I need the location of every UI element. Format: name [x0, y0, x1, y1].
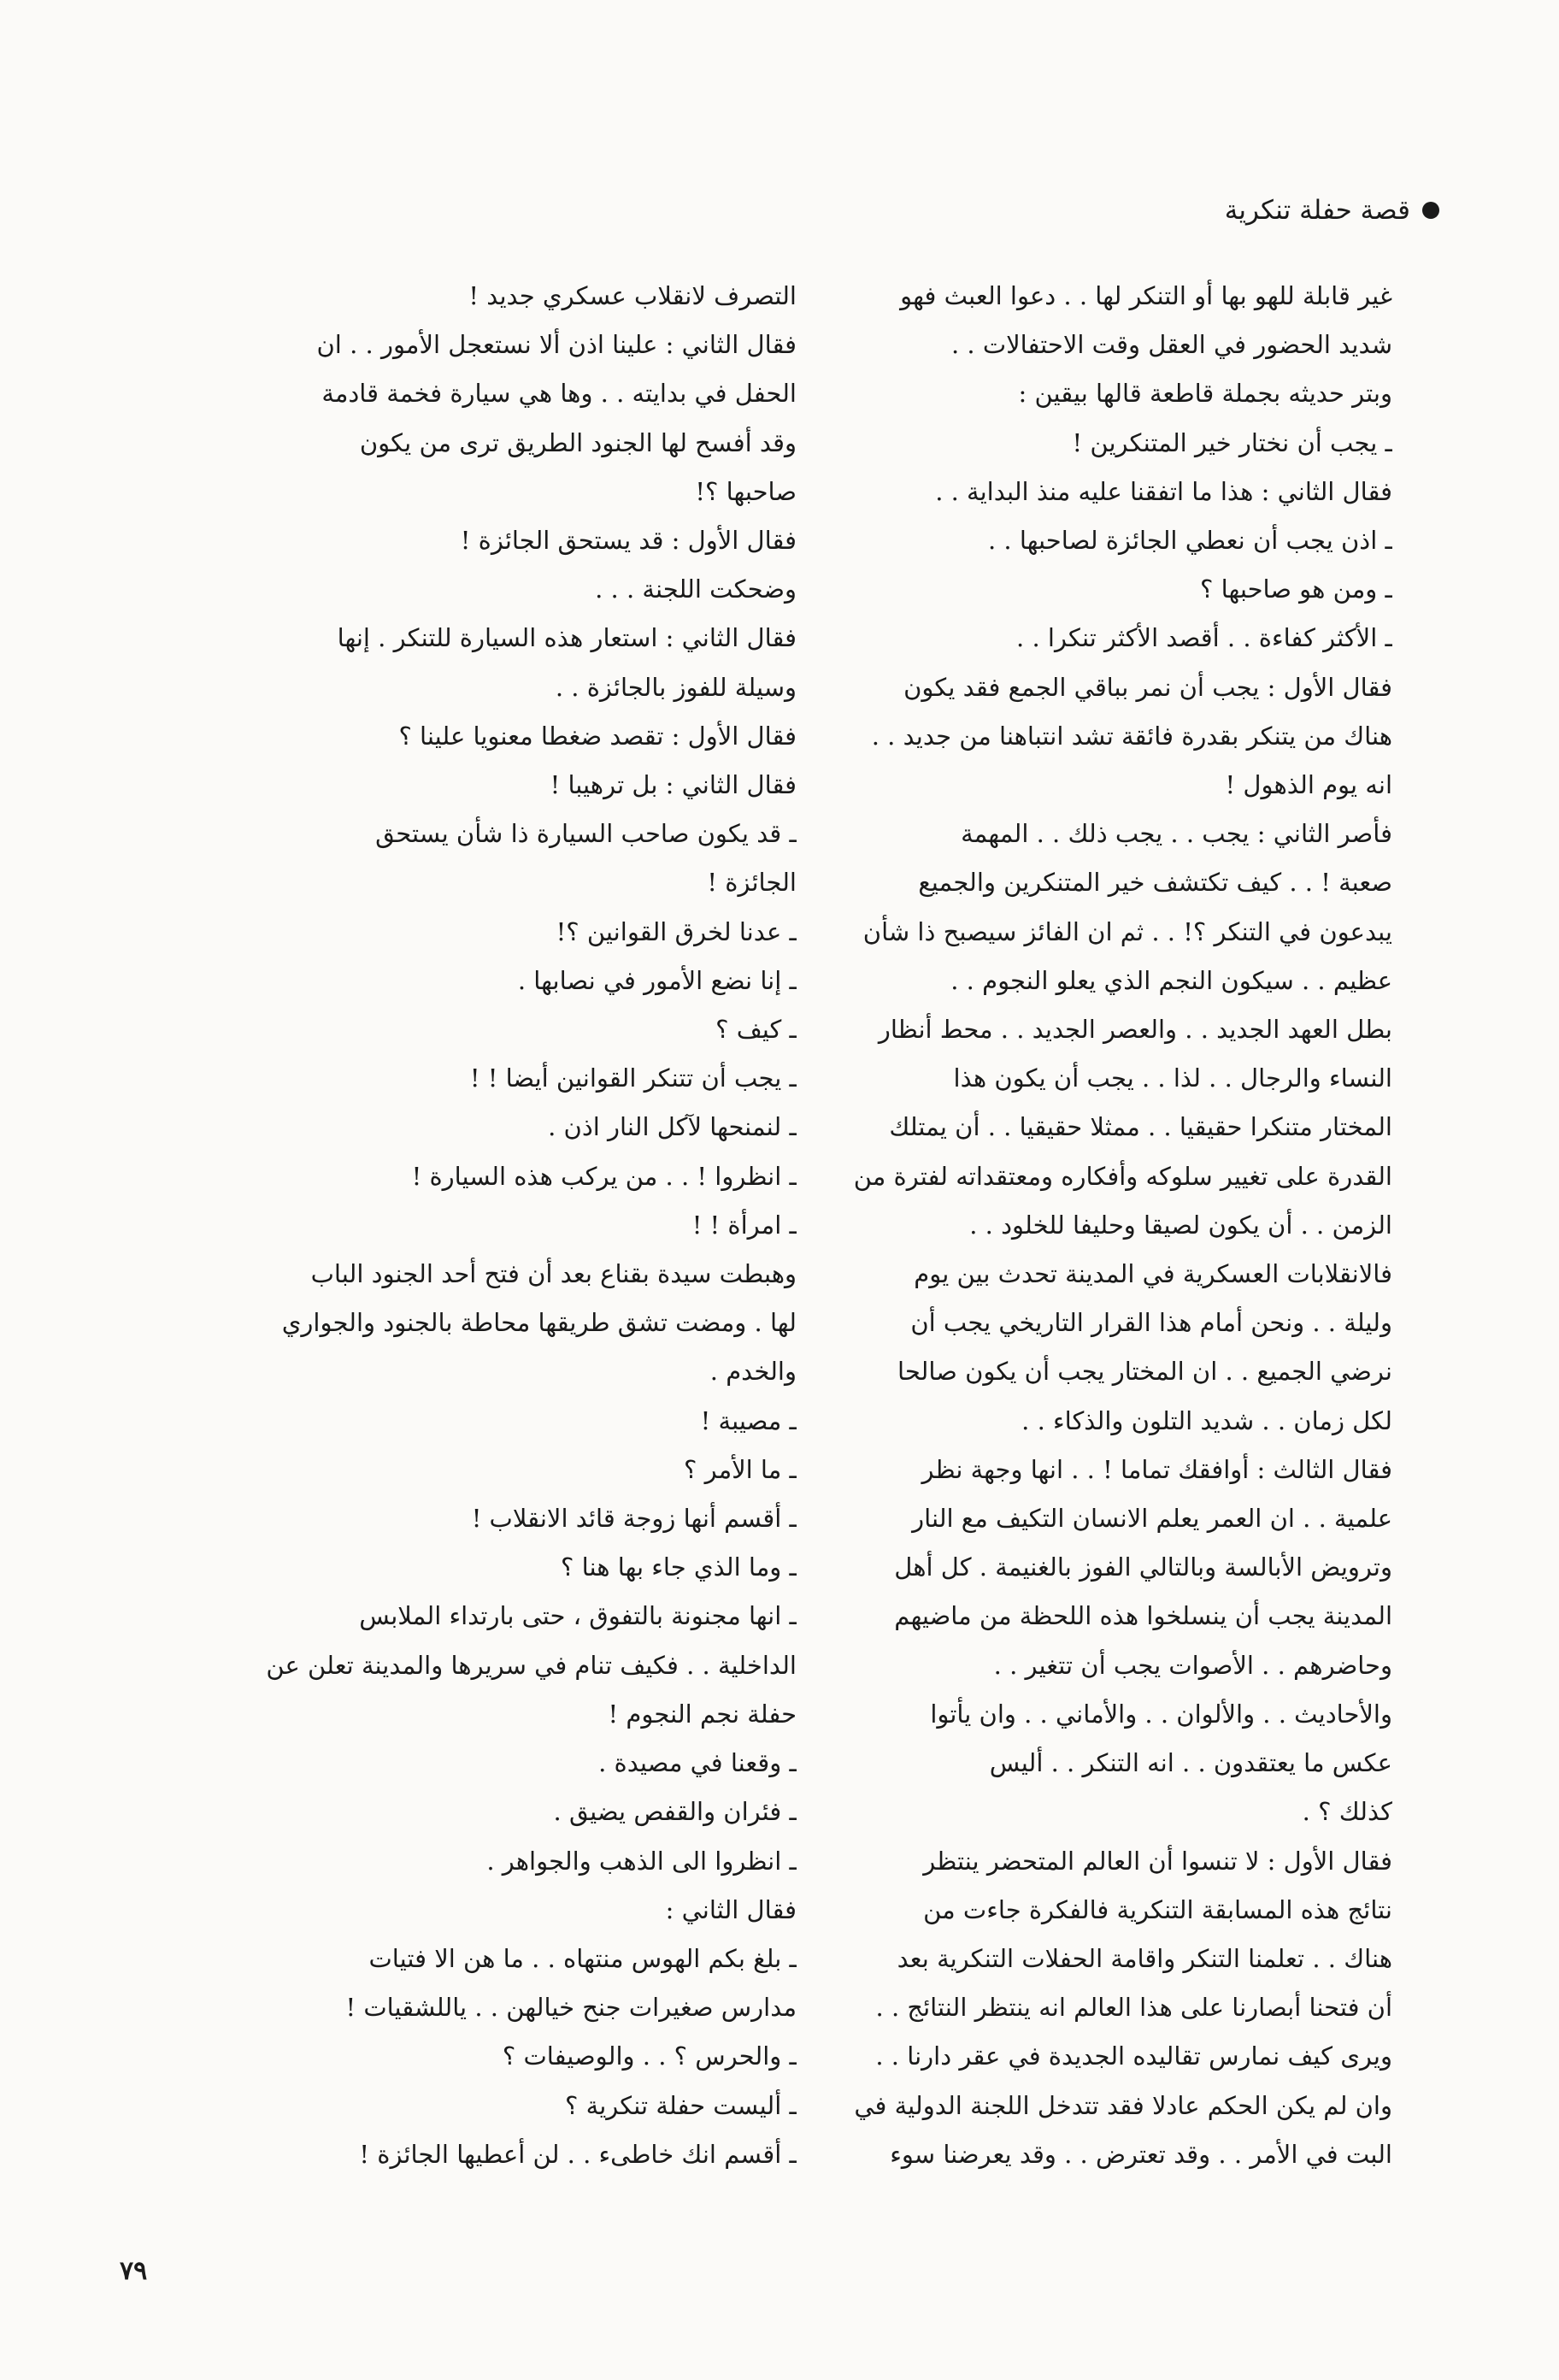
right-column-line: وان لم يكن الحكم عادلا فقد تتدخل اللجنة الدولية في	[854, 2090, 1392, 2120]
left-column-line: فقال الثاني : استعار هذه السيارة للتنكر . إنها	[337, 623, 797, 653]
running-head-title: قصة حفلة تنكرية	[1224, 195, 1410, 226]
left-column-line: وهبطت سيدة بقناع بعد أن فتح أحد الجنود الباب	[310, 1259, 797, 1289]
right-column-line: لكل زمان . . شديد التلون والذكاء . .	[1021, 1405, 1392, 1435]
right-column-line: والأحاديث . . والألوان . . والأماني . . وان يأتوا	[930, 1699, 1392, 1729]
right-column-line: يبدعون في التنكر ؟! . . ثم ان الفائز سيصبح ذا شأن	[862, 916, 1392, 946]
right-column-line: ـ يجب أن نختار خير المتنكرين !	[1072, 427, 1392, 457]
left-column-line: ـ ما الأمر ؟	[683, 1454, 797, 1484]
right-column-line: الزمن . . أن يكون لصيقا وحليفا للخلود . .	[969, 1210, 1392, 1240]
right-column-line: غير قابلة للهو بها أو التنكر لها . . دعوا العبث فهو	[900, 281, 1392, 310]
left-column-line: ـ امرأة ! !	[691, 1210, 797, 1240]
left-column-line: ـ يجب أن تتنكر القوانين أيضا ! !	[469, 1063, 797, 1093]
right-column-line: وبتر حديثه بجملة قاطعة قالها بيقين :	[1018, 379, 1392, 409]
left-column-line: حفلة نجم النجوم !	[608, 1699, 797, 1729]
left-column-line: لها . ومضت تشق طريقها محاطة بالجنود والجواري	[281, 1308, 797, 1338]
right-column-line: أن فتحنا أبصارنا على هذا العالم انه ينتظر النتائج . .	[875, 1993, 1392, 2023]
left-column-line: فقال الثاني : علينا اذن ألا نستعجل الأمور . . ان	[316, 330, 797, 360]
right-column-line: فقال الأول : يجب أن نمر بباقي الجمع فقد يكون	[903, 672, 1392, 702]
right-column-line: وحاضرهم . . الأصوات يجب أن تتغير . .	[993, 1650, 1392, 1680]
right-column-line: فقال الثالث : أوافقك تماما ! . . انها وجهة نظر	[921, 1454, 1392, 1484]
left-column-line: ـ أقسم أنها زوجة قائد الانقلاب !	[471, 1504, 797, 1534]
left-column-line: فقال الثاني :	[665, 1894, 797, 1924]
right-column-line: شديد الحضور في العقل وقت الاحتفالات . .	[950, 330, 1392, 360]
right-column-line: هناك من يتنكر بقدرة فائقة تشد انتباهنا من جديد . .	[871, 721, 1392, 751]
left-column-line: ـ وقعنا في مصيدة .	[598, 1748, 797, 1778]
right-column-line: وليلة . . ونحن أمام هذا القرار التاريخي يجب أن	[910, 1308, 1392, 1338]
right-column-line: كذلك ؟ .	[1302, 1797, 1392, 1827]
left-column-line: الحفل في بدايته . . وها هي سيارة فخمة قادمة	[321, 379, 797, 409]
left-column-line: فقال الأول : تقصد ضغطا معنويا علينا ؟	[398, 721, 797, 751]
left-column-line: التصرف لانقلاب عسكري جديد !	[468, 281, 797, 310]
left-column-line: ـ بلغ بكم الهوس منتهاه . . ما هن الا فتيات	[368, 1943, 797, 1973]
right-column-line: فالانقلابات العسكرية في المدينة تحدث بين يوم	[914, 1259, 1392, 1289]
left-column-line: ـ عدنا لخرق القوانين ؟!	[556, 916, 797, 946]
left-column-line: الداخلية . . فكيف تنام في سريرها والمدينة تعلن عن	[266, 1650, 797, 1680]
right-column-line: نرضي الجميع . . ان المختار يجب أن يكون صالحا	[897, 1357, 1392, 1387]
left-column-line: ـ كيف ؟	[715, 1015, 797, 1045]
right-column-line: فأصر الثاني : يجب . . يجب ذلك . . المهمة	[961, 819, 1392, 849]
right-column-line: القدرة على تغيير سلوكه وأفكاره ومعتقداته لفترة من	[853, 1161, 1392, 1191]
right-column-line: ـ ومن هو صاحبها ؟	[1200, 574, 1392, 604]
left-column-line: والخدم .	[709, 1357, 797, 1387]
right-column-line: نتائج هذه المسابقة التنكرية فالفكرة جاءت من	[923, 1894, 1392, 1924]
right-column-line: عكس ما يعتقدون . . انه التنكر . . أليس	[989, 1748, 1392, 1778]
left-column-line: ـ وما الذي جاء بها هنا ؟	[561, 1552, 797, 1582]
right-column-line: فقال الأول : لا تنسوا أن العالم المتحضر ينتظر	[923, 1846, 1392, 1876]
right-text-column	[760, 272, 1392, 2179]
right-column-line: ـ الأكثر كفاءة . . أقصد الأكثر تنكرا . .	[1016, 623, 1392, 653]
right-column-line: ويرى كيف نمارس تقاليده الجديدة في عقر دارنا . .	[875, 2041, 1392, 2071]
right-column-line: المدينة يجب أن ينسلخوا هذه اللحظة من ماضيهم	[894, 1601, 1392, 1631]
right-column-line: وترويض الأبالسة وبالتالي الفوز بالغنيمة . كل أهل	[894, 1552, 1392, 1582]
left-column-line: الجائزة !	[707, 868, 797, 898]
right-column-line: البت في الأمر . . وقد تعترض . . وقد يعرضنا سوء	[890, 2139, 1392, 2169]
bullet-icon	[1422, 202, 1439, 219]
left-column-line: وسيلة للفوز بالجائزة . .	[555, 672, 797, 702]
left-column-line: ـ انظروا ! . . من يركب هذه السيارة !	[411, 1161, 797, 1191]
right-column-line: بطل العهد الجديد . . والعصر الجديد . . محط أنظار	[878, 1015, 1392, 1045]
right-column-line: فقال الثاني : هذا ما اتفقنا عليه منذ البداية . .	[935, 476, 1392, 506]
right-column-line: النساء والرجال . . لذا . . يجب أن يكون هذا	[953, 1063, 1392, 1093]
left-column-line: ـ قد يكون صاحب السيارة ذا شأن يستحق	[375, 819, 797, 849]
left-column-line: وقد أفسح لها الجنود الطريق ترى من يكون	[359, 427, 797, 457]
right-column-line: عظيم . . سيكون النجم الذي يعلو النجوم . .	[950, 965, 1392, 995]
running-head	[1225, 195, 1439, 226]
right-column-line: صعبة ! . . كيف تكتشف خير المتنكرين والجميع	[918, 868, 1392, 898]
left-column-line: ـ مصيبة !	[700, 1405, 797, 1435]
left-column-line: فقال الأول : قد يستحق الجائزة !	[460, 526, 797, 556]
left-column-line: ـ انها مجنونة بالتفوق ، حتى بارتداء الملابس	[359, 1601, 797, 1631]
right-column-line: ـ اذن يجب أن نعطي الجائزة لصاحبها . .	[987, 526, 1392, 556]
left-column-line: صاحبها ؟!	[695, 476, 797, 506]
left-column-line: ـ أليست حفلة تنكرية ؟	[565, 2090, 797, 2120]
left-column-line: ـ لنمنحها لآكل النار اذن .	[548, 1112, 797, 1142]
left-column-line: ـ أقسم انك خاطىء . . لن أعطيها الجائزة !	[359, 2139, 797, 2169]
left-column-line: وضحكت اللجنة . . .	[595, 574, 797, 604]
right-column-line: علمية . . ان العمر يعلم الانسان التكيف مع النار	[912, 1504, 1392, 1534]
right-column-line: المختار متنكرا حقيقيا . . ممثلا حقيقيا . . أن يمتلك	[889, 1112, 1392, 1142]
left-column-line: مدارس صغيرات جنح خيالهن . . ياللشقيات !	[345, 1993, 797, 2023]
left-column-line: ـ إنا نضع الأمور في نصابها .	[517, 965, 797, 995]
left-column-line: فقال الثاني : بل ترهيبا !	[550, 770, 797, 800]
right-column-line: انه يوم الذهول !	[1225, 770, 1392, 800]
left-column-line: ـ فئران والقفص يضيق .	[553, 1797, 797, 1827]
page-number: ٧٩	[120, 2256, 148, 2286]
right-column-line: هناك . . تعلمنا التنكر واقامة الحفلات التنكرية بعد	[897, 1943, 1392, 1973]
left-text-column	[164, 272, 797, 2179]
left-column-line: ـ والحرس ؟ . . والوصيفات ؟	[502, 2041, 797, 2071]
left-column-line: ـ انظروا الى الذهب والجواهر .	[486, 1846, 797, 1876]
